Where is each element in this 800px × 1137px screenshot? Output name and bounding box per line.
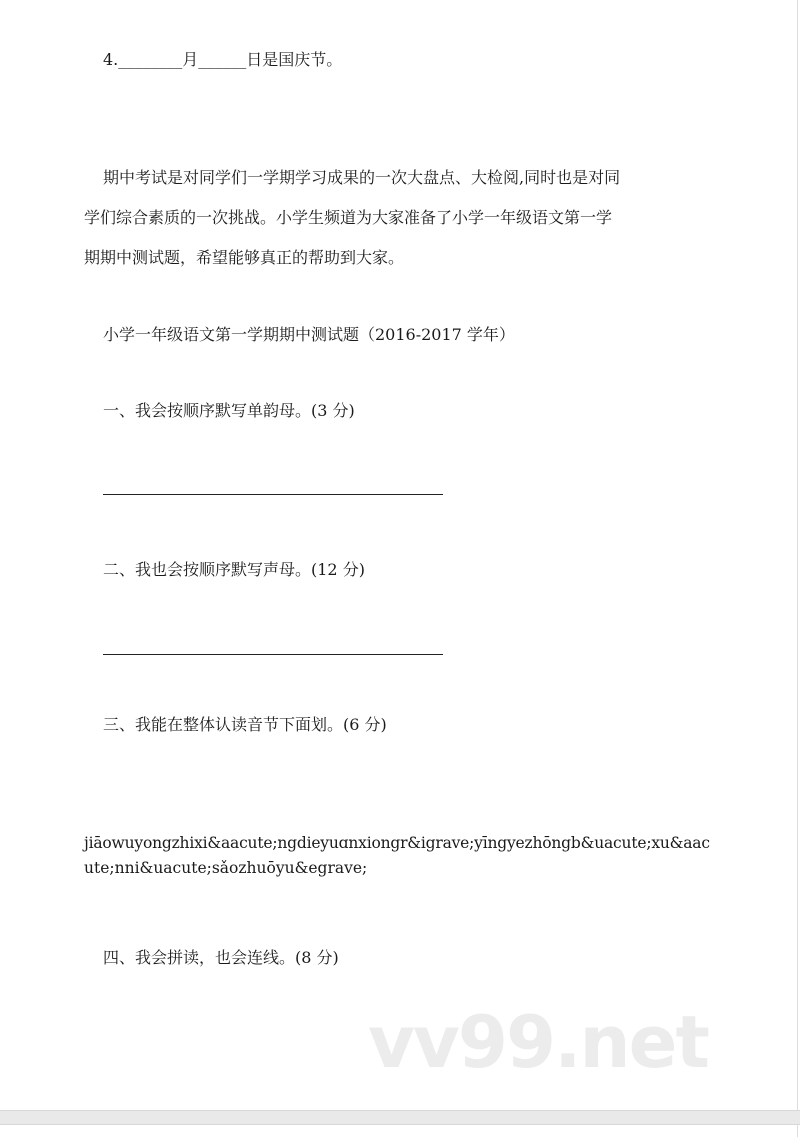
intro-line-2: 学们综合素质的一次挑战。小学生频道为大家准备了小学一年级语文第一学 (84, 208, 613, 227)
pinyin-line-2: ute;nni&uacute;sǎozhuōyu&egrave; (84, 859, 368, 877)
intro-line-3: 期期中测试题，希望能够真正的帮助到大家。 (84, 248, 405, 267)
watermark: vv99.net (368, 1000, 708, 1084)
fill-in-question-4: 4.________月______日是国庆节。 (103, 50, 343, 69)
page-separator (0, 1110, 800, 1125)
section-4-heading: 四、我会拼读，也会连线。(8 分) (103, 948, 339, 967)
answer-line-1 (103, 494, 443, 495)
exam-title: 小学一年级语文第一学期期中测试题（2016-2017 学年） (103, 325, 515, 344)
intro-line-1: 期中考试是对同学们一学期学习成果的一次大盘点、大检阅,同时也是对同 (103, 168, 621, 187)
answer-line-2 (103, 654, 443, 655)
section-1-heading: 一、我会按顺序默写单韵母。(3 分) (103, 401, 355, 420)
pinyin-line-1: jiāowuyongzhixi&aacute;ngdieyuɑnxiongr&igrave;yīngyezhōngb&uacute;xu&aac (84, 834, 710, 852)
next-page (0, 1125, 798, 1137)
section-3-heading: 三、我能在整体认读音节下面划。(6 分) (103, 715, 387, 734)
section-2-heading: 二、我也会按顺序默写声母。(12 分) (103, 560, 365, 579)
